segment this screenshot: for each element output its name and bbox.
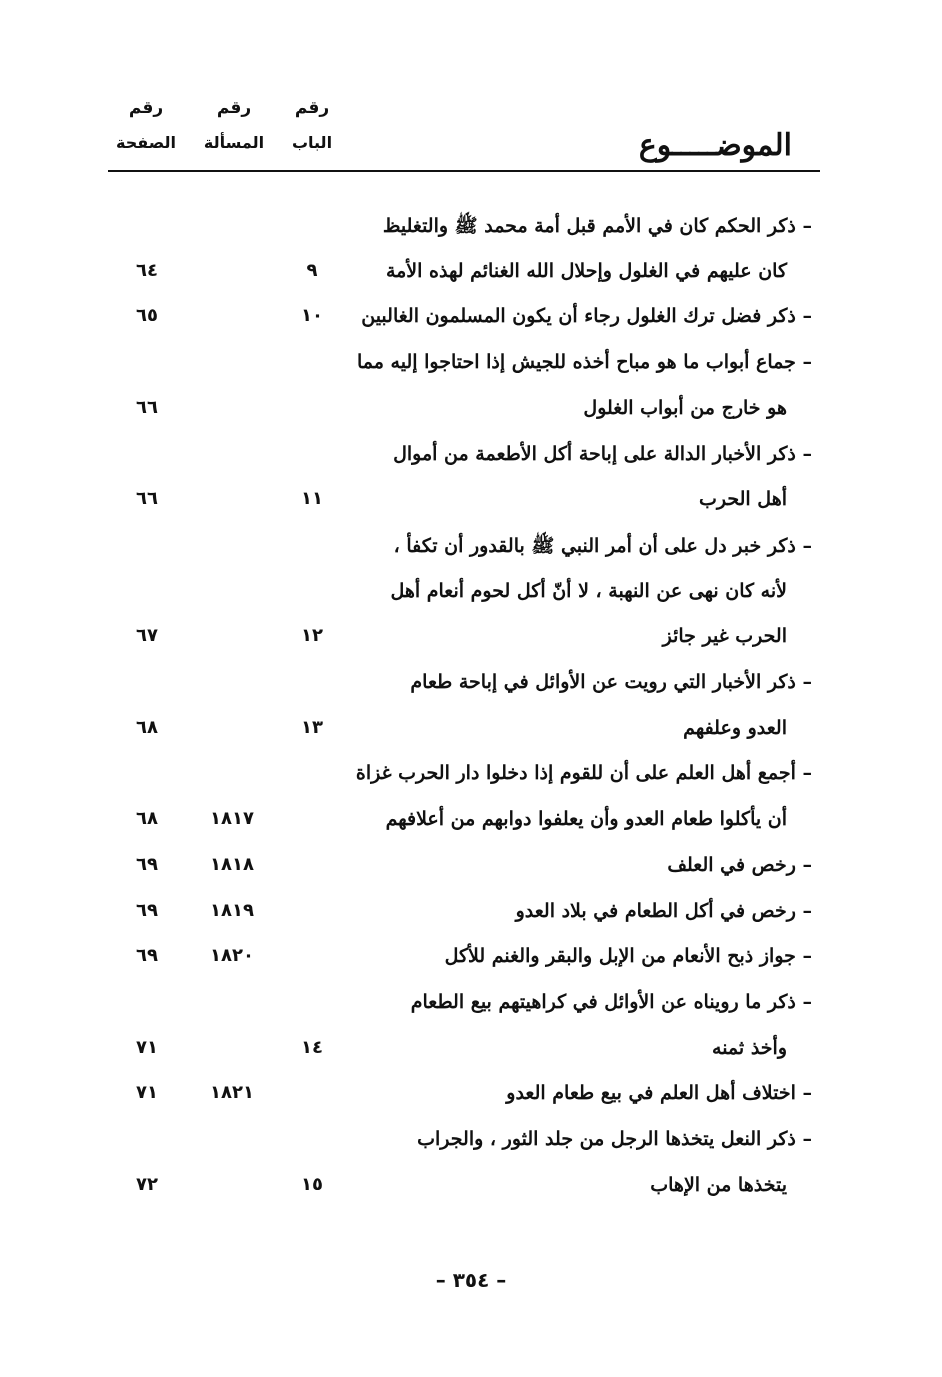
toc-entry-text: – رخص في العلف xyxy=(667,853,812,876)
toc-row xyxy=(0,297,942,341)
toc-page-number: ٧١ xyxy=(136,1036,158,1058)
toc-entry-text: وأخذ ثمنه xyxy=(712,1036,787,1059)
toc-row xyxy=(0,937,942,981)
toc-entry-text: – ذكر الحكم كان في الأمم قبل أمة محمد ﷺ والتغليظ xyxy=(382,215,812,237)
toc-entry-text: – أجمع أهل العلم على أن للقوم إذا دخلوا دار الحرب غزاة xyxy=(355,762,812,785)
toc-page-number: ٦٨ xyxy=(136,716,158,738)
header-topic: الموضـــــوع xyxy=(638,128,792,163)
header-page-number xyxy=(100,100,192,151)
toc-entry-text: – ذكر فضل ترك الغلول رجاء أن يكون المسلمون الغالبين xyxy=(361,305,812,328)
toc-row xyxy=(0,1166,942,1210)
toc-page-number: ٦٩ xyxy=(136,945,158,967)
toc-row xyxy=(0,1120,942,1164)
toc-entry-text: يتخذها من الإهاب xyxy=(650,1173,787,1196)
toc-entry-text: – رخص في أكل الطعام في بلاد العدو xyxy=(515,899,812,922)
header-page-label-1: رقم xyxy=(128,98,164,118)
toc-row xyxy=(0,206,942,250)
header-issue-number xyxy=(188,100,280,151)
toc-chapter-number: ١٢ xyxy=(301,625,323,647)
toc-chapter-number: ١٤ xyxy=(301,1036,323,1058)
toc-issue-number: ١٨٢١ xyxy=(210,1082,254,1104)
page-number: – ٣٥٤ – xyxy=(435,1268,507,1292)
toc-entry-text: الحرب غير جائز xyxy=(662,625,787,648)
toc-issue-number: ١٨١٧ xyxy=(210,808,254,830)
toc-page-number: ٧٢ xyxy=(136,1173,158,1195)
toc-entry-text: – ذكر ما رويناه عن الأوائل في كراهيتهم بيع الطعام xyxy=(410,990,812,1013)
toc-entry-text: – ذكر الأخبار التي رويت عن الأوائل في إباحة طعام xyxy=(410,671,812,693)
toc-entry-text: – جماع أبواب ما هو مباح أخذه للجيش إذا احتاجوا إليه مما xyxy=(356,351,812,374)
toc-row xyxy=(0,892,942,936)
toc-row xyxy=(0,526,942,570)
toc-row xyxy=(0,800,942,844)
toc-row xyxy=(0,435,942,479)
toc-row xyxy=(0,252,942,296)
toc-issue-number: ١٨١٨ xyxy=(210,853,254,875)
toc-row xyxy=(0,1074,942,1118)
toc-entry-text: هو خارج من أبواب الغلول xyxy=(583,396,787,419)
toc-page-number: ٦٥ xyxy=(136,305,158,327)
toc-row xyxy=(0,572,942,616)
toc-entry-text: – جواز ذبح الأنعام من الإبل والبقر والغنم للأكل xyxy=(444,945,812,968)
toc-page-number: ٦٩ xyxy=(136,899,158,921)
toc-entry-text: العدو وعلفهم xyxy=(683,716,787,739)
header-issue-label-2: المسألة xyxy=(203,133,265,152)
toc-row xyxy=(0,389,942,433)
toc-chapter-number: ١١ xyxy=(301,488,323,510)
toc-page-number: ٦٧ xyxy=(136,625,158,647)
toc-row xyxy=(0,1029,942,1073)
toc-entry-text: كان عليهم في الغلول وإحلال الله الغنائم لهذه الأمة xyxy=(385,259,787,282)
toc-issue-number: ١٨٢٠ xyxy=(210,945,254,967)
toc-page-number: ٦٩ xyxy=(136,853,158,875)
toc-entry-text: – ذكر النعل يتخذها الرجل من جلد الثور ، والجراب xyxy=(417,1128,812,1150)
header-rule xyxy=(108,170,820,172)
toc-row xyxy=(0,663,942,707)
toc-page-number: ٦٨ xyxy=(136,808,158,830)
toc-page-number: ٧١ xyxy=(136,1082,158,1104)
toc-entry-text: أهل الحرب xyxy=(698,488,787,511)
toc-entry-text: – اختلاف أهل العلم في بيع طعام العدو xyxy=(506,1082,812,1105)
toc-entry-text: أن يأكلوا طعام العدو وأن يعلفوا دوابهم من أعلافهم xyxy=(385,808,787,831)
toc-page-number: ٦٤ xyxy=(136,259,158,281)
toc-row xyxy=(0,846,942,890)
toc-chapter-number: ١٠ xyxy=(301,305,323,327)
header-issue-label-1: رقم xyxy=(216,98,252,118)
toc-row xyxy=(0,480,942,524)
toc-entry-text: – ذكر خبر دل على أن أمر النبي ﷺ بالقدور أن تكفأ ، xyxy=(393,534,812,557)
toc-chapter-number: ١٥ xyxy=(301,1173,323,1195)
toc-page-number: ٦٦ xyxy=(136,488,158,510)
toc-row xyxy=(0,343,942,387)
toc-row xyxy=(0,617,942,661)
header-chapter-label-1: رقم xyxy=(294,98,330,118)
header-chapter-number xyxy=(272,100,352,151)
toc-row xyxy=(0,983,942,1027)
toc-chapter-number: ٩ xyxy=(306,259,318,281)
toc-issue-number: ١٨١٩ xyxy=(210,899,254,921)
toc-row xyxy=(0,709,942,753)
toc-entry-text: – ذكر الأخبار الدالة على إباحة أكل الأطعمة من أموال xyxy=(393,442,812,465)
toc-page-number: ٦٦ xyxy=(136,396,158,418)
header-page-label-2: الصفحة xyxy=(115,133,176,152)
toc-row xyxy=(0,754,942,798)
toc-entry-text: لأنه كان نهى عن النهبة ، لا أنّ أكل لحوم أنعام أهل xyxy=(390,579,787,602)
header-chapter-label-2: الباب xyxy=(291,133,333,152)
toc-chapter-number: ١٣ xyxy=(301,716,323,738)
